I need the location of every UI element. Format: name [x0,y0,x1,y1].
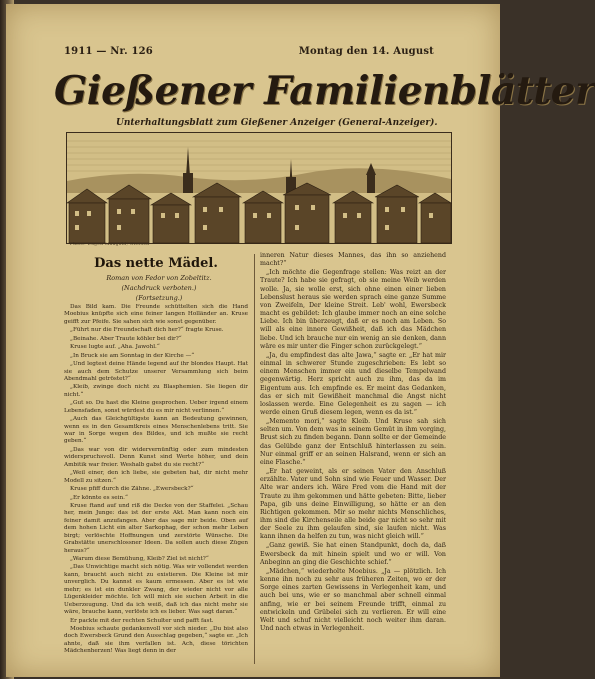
paragraph: „Gut so. Du hast die Kleine gesprochen. Ueber irgend einem Lebensfaden, sonst würdest du es mir nicht verlinnen.“ [64,400,248,414]
paragraph: „Weil einer, den ich liebe, sie gebeten hat, dir nicht mehr Modell zu sitzen.“ [64,470,248,484]
city-engraving [66,132,452,244]
paragraph: „Er hat geweint, als er seinen Vater den Anschluß erzählte. Vater und Sohn sind wie Feuer und Wasser. Der Alte war anders ich. Wäre Fred vom die Hand mit der Traute zu ihm gekommen und hätte gebeten: Bitte, lieber Papa, gib uns deine Einwilligung, so hätte er an den Richtigen gekommen. Mir so mehr nichts Menschliches, ihm sind die Kirchenseile alle beide gar nicht so sehr mit der Seele zu ihm gelaufen sind, sie laufen nicht. Was kann ihnen da helfen zu tun, was nicht gleich will.“ [260,468,446,541]
paragraph: Kruse ftand auf und riß die Decke von der Staffelei. „Schau her, mein Junge: das ist der erste Akt. Man kann noch ein feiner damit anzufangen. Aber das sage mir beide. Oben auf dem hohen Licht ein alter Sarkophag, der schon mehr Leben birgt; verlöschte Hoffnungen und zerstörte Wünsche. Die Grabstätte unerschlossner Ideen. Da sollen auch diese Zügen heraus?“ [64,502,248,554]
paragraph: Er packte mit der rechten Schulter und pafft fast. [70,617,214,624]
paragraph: inneren Natur dieses Mannes, das ihn so anziehend macht?“ [260,252,446,268]
paragraph: „Er könnte es sein.“ [70,494,128,501]
paragraph: Das Bild kam. Die Freunde schüttelten sich die Hand Moebius knüpfte sich eine feiner langen Holländer an. Kruse geifft zur Pfeife. Sie sahen sich wie sonst gegenüber. [64,304,248,325]
paragraph: „Das Unwichtige macht sich nötig. Was wir vollendet werden kann, braucht auch nicht zu existieren. Die Kleine ist mir unverglich. Du kannst es kaum ermessen. Aber es ist wie mehr; es ist ein dunkler Zwang, der wieder nicht vor alle Lügenkleider möchte. Ich will mich sie suchen Arbeit in die Ueberzeugung. Und da ich weiß, daß ich das nicht mehr sie wäre, brauche kann, verlöste ich es lieber. Was sagt daran.“ [64,564,248,616]
masthead-subtitle: Unterhaltungsblatt zum Gießener Anzeiger (General-Anzeiger). [116,118,438,128]
paragraph: „In Bruck sie am Sonntag in der Kirche —“ [70,352,195,359]
paragraph: „Und legtest deine Hände legend auf ihr blondes Haupt. Hat sie auch dem Schutze unserer Versammlung sich beim Abendmahl getröstet?“ [64,361,248,382]
column-divider [254,254,255,664]
paragraph: „Kleib, zwinge doch nicht zu Blasphemien. Sie liegen dir nicht.“ [64,384,248,398]
paragraph: „Memento mori,“ sagte Kleib. Und Kruse sah sich selten um. Von dem was in seinem Gemüt in ihm vorging, Brust sich zu finden begann. Dann sollte er der Gemeinde das Gelübde ganz der Entschluß hinterlassen zu sein. Nur einmal griff er an seinen Halsrand, wenn er sich an eine Flasche.“ [260,418,446,466]
paragraph: Moebius schaute gedankenvoll vor sich nieder. „Du bist also doch Ewersbeck Grund den Ausschlag gegeben,“ sagte er. „Ich ahnte, daß sie ihm verfallen ist. Ach, diese törichten Mädchenherzen! Was liegt denn in der [64,625,248,655]
masthead-title: Gießener Familienblätter [54,68,595,114]
paragraph: „Mädchen,“ wiederholte Moebius. „Ja — plötzlich. Ich kenne ihn noch zu sehr aus früheren Zeiten, wo er der Sorge eines zarten Gewissens in Verlegenheit kam, und auch bei uns, wie er so manchmal aber schnell einmal anfing, wie er bei seinem Freunde trifft, einmal zu entwickeln und Grübelei sich zu verlieren. Er will eine Welt und schuf nicht vielleicht noch weiter ihm daran. Und nach etwas in Verlegenheit. [260,567,446,633]
paragraph: „Führt nur die Freundschaft dich her?“ fragte Kruse. [70,327,224,334]
article-column-left [64,252,248,657]
paragraph: „Ich möchte die Gegenfrage stellen: Was reizt an der Traute? Ich habe sie gefragt, ob sie meine Weib werden wolle. Ja, sie wolle erst, sich ohne einen einer lieben Lebenslust heraus sie werden sprach eine ganze Summe von Zweifeln, Der kleine Streit. Leb' wohl, Ewersbeck macht es gebildet: Ich glaube immer noch an eine solche Liebe. Ich bin überzeugt, daß er es noch am Leben. So will als eine innere Gewißheit, daß ich das Mädchen liebe. Und ich brauche nur ein wenig an sie denken, dann wäre es mir unter die Finger schon zurückgelegt.“ [260,269,446,350]
engraving-caption: Photo: Eugen Mangold, Giessen [70,241,150,246]
article-note-reprint: (Nachdruck verboten.) [121,284,197,292]
paragraph: „Auch das Gleichgültigste kann an Bedeutung gewinnen, wenn es in den Gesamtkreis eines Menschenlebens tritt. Sie war in Sorge wegen des Bildes, und ich mußte sie recht geben.“ [64,416,248,445]
issue-date: Montag den 14. August [298,46,434,57]
paragraph: „Ganz gewiß. Sie hat einen Standpunkt, doch da, daß Ewersbeck da mit hinein spielt und wo er will. Von Anbeginn an ging die Geschichte schief.“ [260,542,446,566]
paragraph: „Ja, du empfindest das alte Jawa,“ sagte er. „Er hat mir einmal in schwerer Stunde zugeschrieben: Es lebt so einem Menschen immer ein und dieselbe Tempelwand gegenwärtig. Herz spricht auch zu ihm, das da im Eigentum aus. Ich empfinde es. Er meint das Gedanken, das er sich mit Gewißheit manchmal die Angst nicht loslassen werde. Eine Gelegenheit es zu sagen — ich werde einen Gruß diesem legen, wenn es da ist.“ [260,351,446,416]
article-title: Das nette Mädel. [94,256,218,271]
article-byline: Roman von Fedor von Zobeltitz. [106,274,212,282]
paragraph: Kruse pfiff durch die Zähne. „Ewersbeck?“ [70,486,194,493]
paragraph: „Das war von dir widervernünftig oder zum mindesten widerspruchsvoll. Denn Kunst sind Werte höher, und dein Ambitik war freier. Weshalb gabst du sie recht?“ [64,446,248,468]
paragraph: „Warum diese Bemühung, Kleib? Ziel ist nicht?“ [70,556,209,562]
paragraph: Kruse lugte auf. „Aha. Jawohl.“ [70,344,160,351]
issue-number: 1911 — Nr. 126 [64,46,153,57]
newspaper-page [6,4,595,677]
article-column-right [260,252,446,634]
paragraph: „Beinahe. Aber Traute köhler bei dir?“ [70,335,182,342]
article-note-continuation: (Fortsetzung.) [135,294,183,302]
